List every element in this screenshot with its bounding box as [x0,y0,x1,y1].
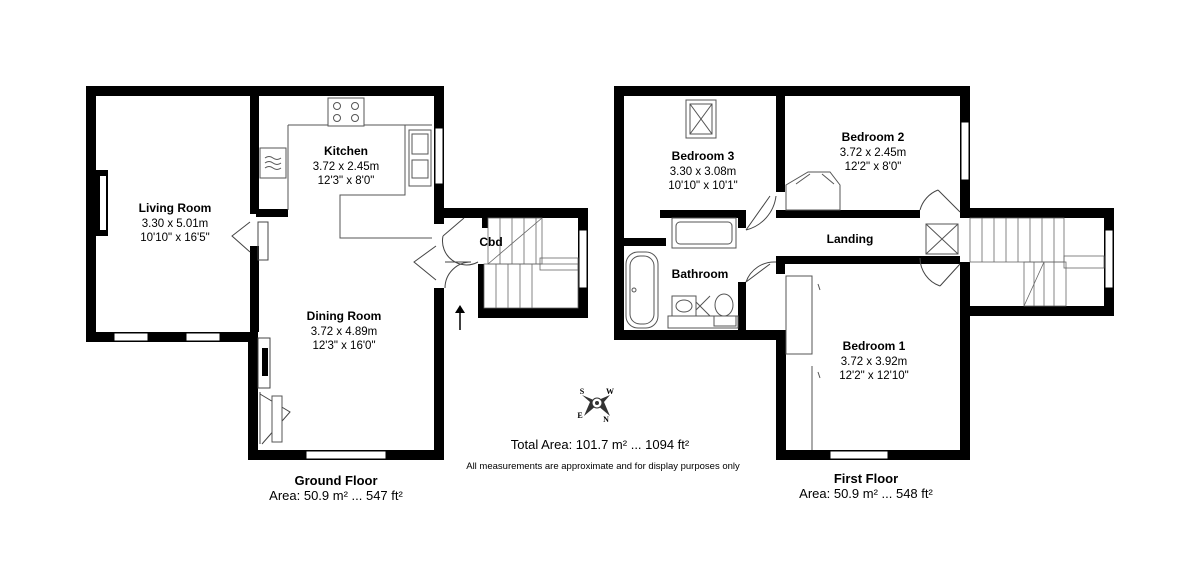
room-name-dining: Dining Room [306,309,382,323]
compass-label-n: N [603,415,609,424]
room-size-imperial-bed3: 10'10" x 10'1" [668,180,738,192]
room-name-kitchen: Kitchen [323,144,369,158]
window [579,230,587,288]
skylight-icon [686,100,716,138]
room-size-metric-bed2: 3.72 x 2.45m [839,147,907,159]
room-size-imperial-bed1: 12'2" x 12'10" [839,370,909,382]
window [114,333,148,341]
entrance-arrow-icon [455,305,465,330]
room-size-metric-living: 3.30 x 5.01m [141,218,209,230]
room-name-landing: Landing [826,232,874,246]
room-name-bed1: Bedroom 1 [842,339,906,353]
basin-icon [672,296,696,316]
compass-label-e: E [577,411,583,420]
toilet-icon [714,294,736,326]
washing-machine-icon [260,148,286,178]
window [961,122,969,180]
sink-icon [409,130,431,186]
room-name-bathroom: Bathroom [671,267,729,281]
room-name-cbd: Cbd [479,235,503,249]
room-size-imperial-living: 10'10" x 16'5" [140,232,210,244]
room-name-bed2: Bedroom 2 [841,130,905,144]
room-size-metric-dining: 3.72 x 4.89m [310,326,378,338]
ground-floor-stairs [484,218,578,308]
room-name-bed3: Bedroom 3 [671,149,735,163]
compass-label-w: W [606,387,614,396]
first-floor-title: First Floor [833,471,899,486]
window [186,333,220,341]
bathtub-icon [626,252,658,328]
window [306,451,386,459]
window [435,128,443,184]
window [830,451,888,459]
room-size-metric-bed1: 3.72 x 3.92m [840,356,908,368]
compass-rose-icon [582,395,610,416]
ground-floor-title: Ground Floor [294,473,378,488]
first-floor-stairs [970,218,1104,306]
room-size-imperial-dining: 12'3" x 16'0" [312,340,376,352]
room-size-metric-bed3: 3.30 x 3.08m [669,166,737,178]
room-size-metric-kitchen: 3.72 x 2.45m [312,161,380,173]
window [1105,230,1113,288]
room-size-imperial-kitchen: 12'3" x 8'0" [317,175,375,187]
total-area: Total Area: 101.7 m² ... 1094 ft² [510,437,690,452]
room-size-imperial-bed2: 12'2" x 8'0" [844,161,902,173]
compass-label-s: S [579,387,585,396]
disclaimer: All measurements are approximate and for display purposes only [466,461,740,472]
skylight-icon [926,224,958,254]
first-floor-area: Area: 50.9 m² ... 548 ft² [799,486,933,501]
ground-floor-area: Area: 50.9 m² ... 547 ft² [269,488,403,503]
bath-icon [672,218,736,248]
hob-icon [328,98,364,126]
room-name-living: Living Room [138,201,212,215]
